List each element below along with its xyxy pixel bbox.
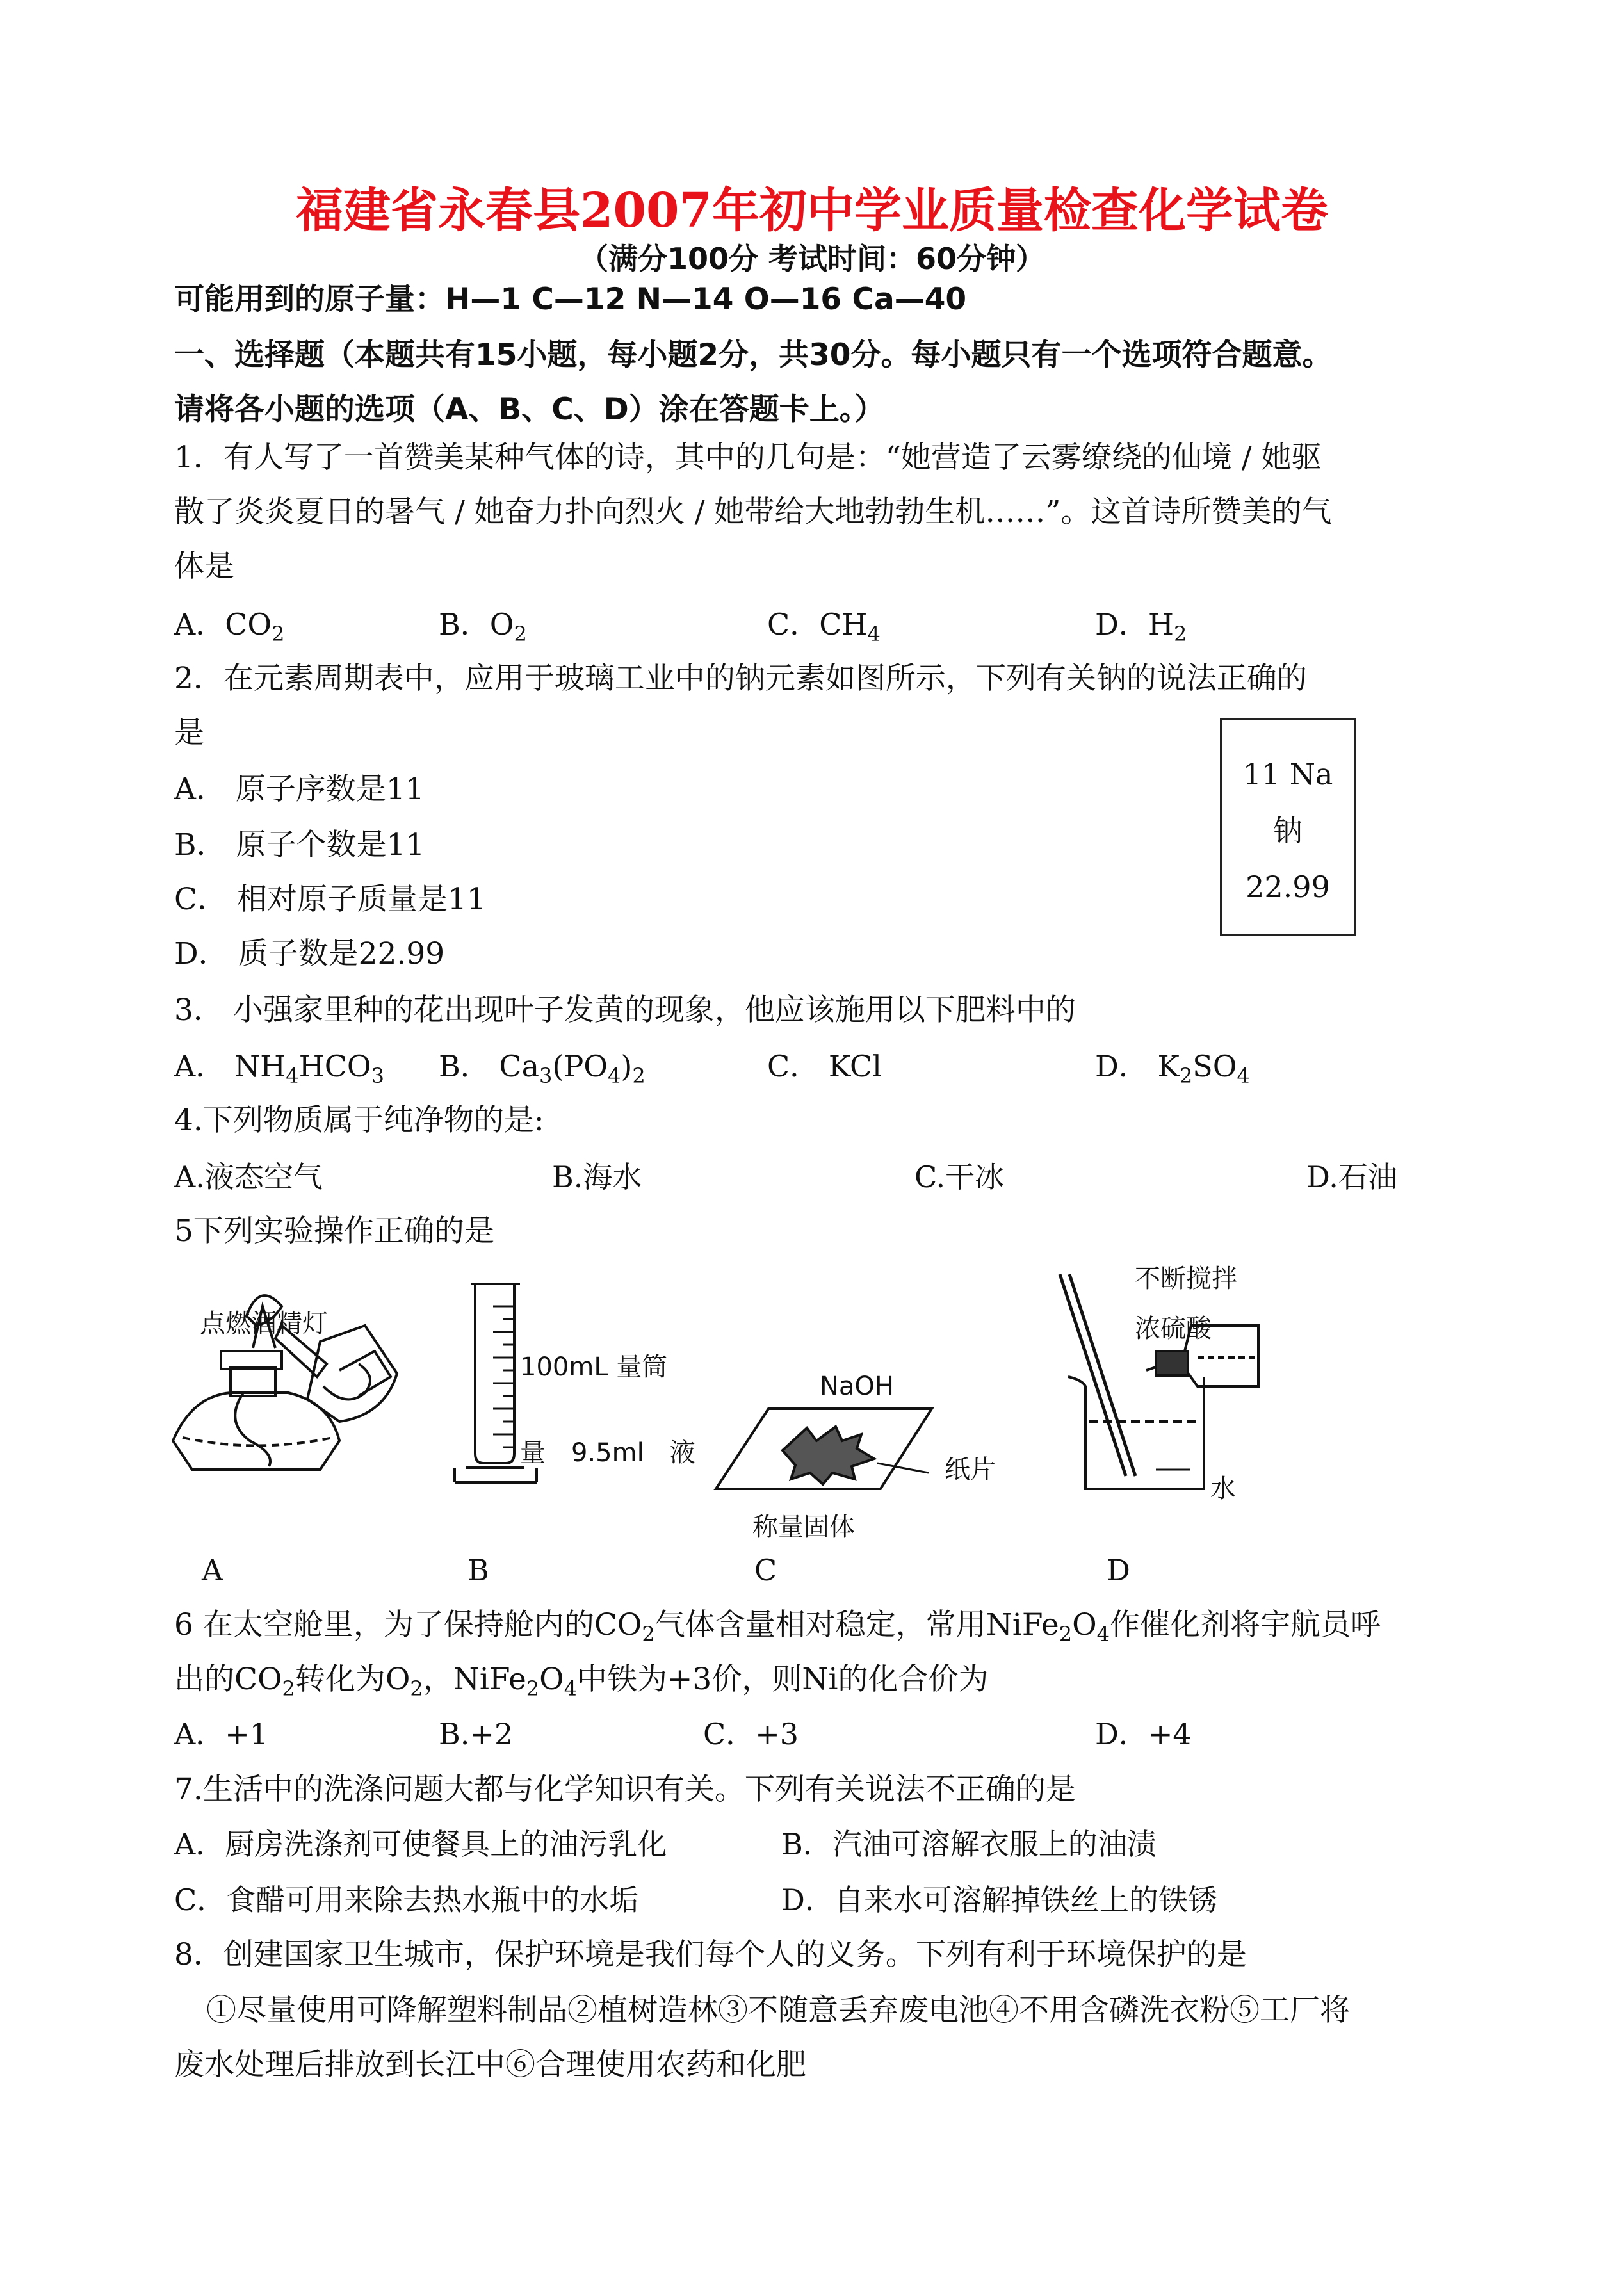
q2-option-c: C． 相对原子质量是11 — [174, 882, 486, 917]
exam-subtitle: （满分100分 考试时间：60分钟） — [578, 241, 1046, 276]
fig-c-label3: 称量固体 — [752, 1512, 855, 1542]
q3-option-b: B． $Ca_3(PO_4)_2$ — [439, 1049, 646, 1088]
q6-option-a: A．+1 — [174, 1717, 269, 1751]
cylinder-graduations — [493, 1306, 514, 1447]
q6-stem-line1: 6 在太空舱里，为了保持舱内的$CO_2$气体含量相对稳定，常用$NiFe_2O_4$作催化剂将宇航员呼 — [174, 1607, 1381, 1646]
q1-option-a: A．$CO_2$ — [174, 607, 285, 646]
atomic-masses: 可能用到的原子量：H—1 C—12 N—14 O—16 Ca—40 — [174, 282, 967, 317]
fig-d-label2: 浓硫酸 — [1135, 1314, 1212, 1343]
q1-stem-line3: 体是 — [174, 549, 234, 584]
section1-heading-line2: 请将各小题的选项（A、B、C、D）涂在答题卡上。） — [174, 392, 885, 427]
q4-stem: 4.下列物质属于纯净物的是: — [174, 1103, 544, 1138]
q7-option-d: D．自来水可溶解掉铁丝上的铁锈 — [781, 1883, 1217, 1917]
exam-title: 福建省永春县2007年初中学业质量检查化学试卷 — [296, 183, 1328, 238]
q8-items-line2: 废水处理后排放到长江中⑥合理使用农药和化肥 — [174, 2047, 806, 2082]
q3-option-a: A． $NH_4HCO_3$ — [174, 1049, 384, 1088]
fig-caption-c: C — [754, 1553, 777, 1587]
element-name: 钠 — [1273, 813, 1303, 848]
q4-option-c: C.干冰 — [914, 1160, 1005, 1194]
q1-option-b: B．$O_2$ — [439, 607, 527, 646]
q7-option-c: C．食醋可用来除去热水瓶中的水垢 — [174, 1883, 639, 1917]
q1-option-c: C．$CH_4$ — [767, 607, 881, 646]
q7-option-a: A．厨房洗涤剂可使餐具上的油污乳化 — [174, 1827, 667, 1861]
q2-option-a: A． 原子序数是11 — [174, 772, 425, 807]
q6-option-c: C．+3 — [703, 1717, 799, 1751]
q8-stem: 8．创建国家卫生城市，保护环境是我们每个人的义务。下列有利于环境保护的是 — [174, 1937, 1247, 1972]
fig-c-label2: 纸片 — [945, 1455, 996, 1484]
q4-option-a: A.液态空气 — [174, 1160, 323, 1194]
fig-b-label1: 100mL 量筒 — [520, 1352, 668, 1382]
q3-option-c: C． KCl — [767, 1049, 882, 1083]
fig-c-label1: NaOH — [820, 1372, 894, 1401]
figure-d-dilution — [1060, 1274, 1258, 1489]
fig-caption-d: D — [1107, 1553, 1130, 1587]
q2-stem-line2: 是 — [174, 715, 204, 750]
q3-option-d: D． $K_2SO_4$ — [1095, 1049, 1250, 1088]
q6-stem-line2: 出的$CO_2$转化为$O_2$，$NiFe_2O_4$中铁为+3价，则Ni的化合价为 — [174, 1662, 989, 1701]
q5-stem: 5下列实验操作正确的是 — [174, 1213, 494, 1249]
q3-stem: 3． 小强家里种的花出现叶子发黄的现象，他应该施用以下肥料中的 — [174, 993, 1076, 1028]
q1-option-d: D．$H_2$ — [1095, 607, 1187, 646]
q2-stem-line1: 2．在元素周期表中，应用于玻璃工业中的钠元素如图所示，下列有关钠的说法正确的 — [174, 661, 1307, 696]
fig-d-label1: 不断搅拌 — [1135, 1264, 1237, 1293]
q8-items-line1: ①尽量使用可降解塑料制品②植树造林③不随意丢弃废电池④不用含磷洗衣粉⑤工厂将 — [206, 1993, 1350, 2028]
element-number-symbol: 11 Na — [1242, 757, 1333, 791]
q6-option-d: D．+4 — [1095, 1717, 1192, 1751]
q7-option-b: B．汽油可溶解衣服上的油渍 — [781, 1827, 1157, 1861]
element-mass: 22.99 — [1246, 870, 1330, 904]
q4-option-b: B.海水 — [552, 1160, 642, 1194]
fig-caption-a: A — [202, 1553, 223, 1587]
q6-option-b: B.+2 — [439, 1717, 514, 1751]
section1-heading-line1: 一、选择题（本题共有15小题，每小题2分，共30分。每小题只有一个选项符合题意。 — [174, 337, 1333, 373]
fig-b-label2: 量 9.5ml 液 — [520, 1438, 695, 1468]
q7-stem: 7.生活中的洗涤问题大都与化学知识有关。下列有关说法不正确的是 — [174, 1772, 1076, 1807]
fig-a-label: 点燃酒精灯 — [200, 1309, 328, 1338]
q1-stem-line1: 1．有人写了一首赞美某种气体的诗，其中的几句是：“她营造了云雾缭绕的仙境 / 她驱 — [174, 440, 1322, 475]
q4-option-d: D.石油 — [1306, 1160, 1397, 1194]
q1-stem-line2: 散了炎炎夏日的暑气 / 她奋力扑向烈火 / 她带给大地勃勃生机……”。这首诗所赞美的气 — [174, 494, 1332, 530]
q2-option-d: D． 质子数是22.99 — [174, 936, 445, 971]
fig-caption-b: B — [467, 1553, 489, 1587]
fig-d-label3: 水 — [1210, 1474, 1236, 1504]
q2-option-b: B． 原子个数是11 — [174, 827, 425, 863]
figure-c-weighing — [716, 1409, 932, 1489]
